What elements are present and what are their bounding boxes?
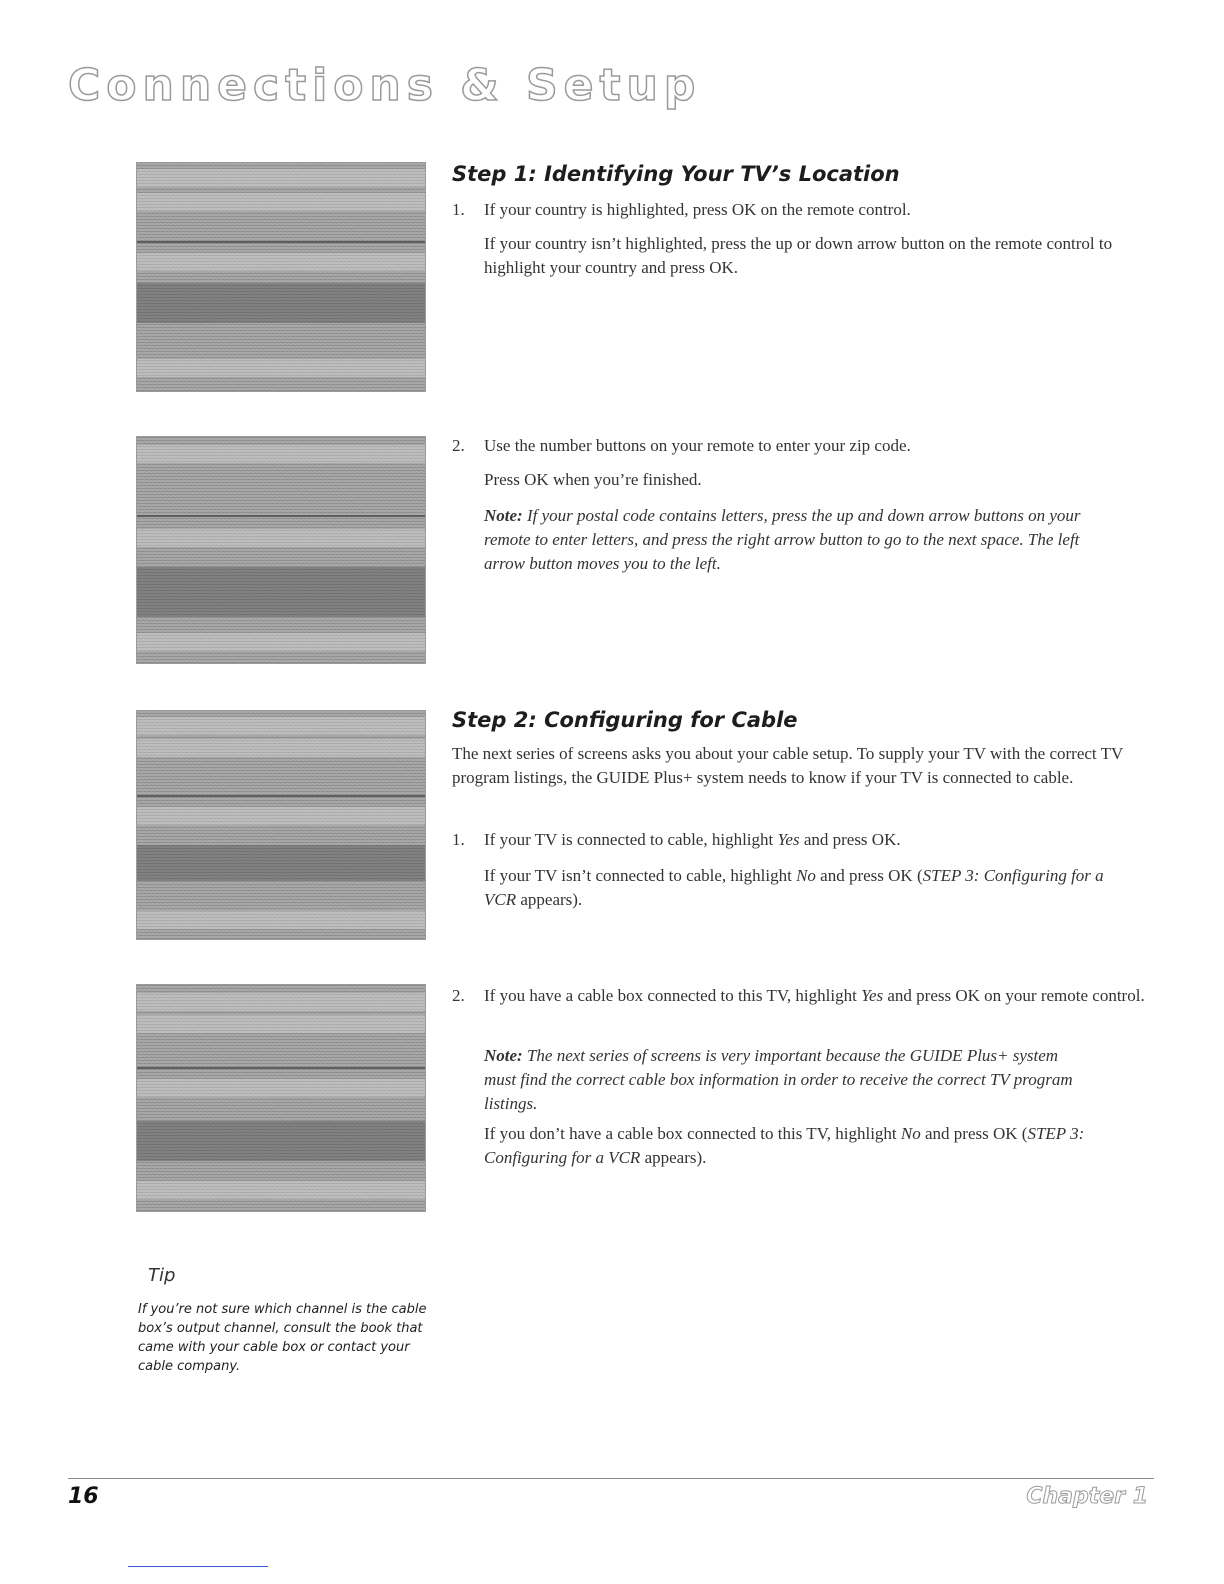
option-no: No bbox=[900, 1124, 921, 1143]
text: and press OK ( bbox=[920, 1124, 1028, 1143]
tv-screen-location bbox=[136, 162, 426, 392]
text: and press OK ( bbox=[815, 866, 923, 885]
tip-body: If you’re not sure which channel is the cable box’s output channel, consult the book that came with your cable box or contact your cable company. bbox=[138, 1302, 427, 1374]
step2-heading: Step 2: Configuring for Cable bbox=[452, 708, 798, 732]
text: and press OK. bbox=[799, 830, 901, 849]
tip-title: Tip bbox=[148, 1265, 176, 1286]
step1-item1-number: 1. bbox=[452, 200, 465, 219]
step-reference: STEP 3: Configuring for a VCR bbox=[484, 1124, 1085, 1167]
link-underline bbox=[128, 1566, 268, 1567]
step2-item2-subtext bbox=[484, 1122, 1104, 1170]
chapter-label: Chapter 1 bbox=[1026, 1484, 1148, 1509]
option-yes: Yes bbox=[861, 986, 884, 1005]
step1-item1-text: If your country is highlighted, press OK on the remote control. bbox=[484, 200, 911, 219]
text: and press OK on your remote control. bbox=[883, 986, 1145, 1005]
step2-item2-text bbox=[484, 984, 1154, 1008]
step2-item1-text bbox=[484, 828, 1154, 852]
step1-heading: Step 1: Identifying Your TV’s Location bbox=[452, 162, 900, 186]
text: If your TV isn’t connected to cable, highlight bbox=[484, 866, 797, 885]
step2-item1-number: 1. bbox=[452, 830, 465, 849]
step2-item2-number: 2. bbox=[452, 986, 465, 1005]
note-label: Note: bbox=[484, 506, 523, 525]
step2-note bbox=[484, 1044, 1084, 1116]
step1-item2-number: 2. bbox=[452, 436, 465, 455]
step2-intro: The next series of screens asks you about your cable setup. To supply your TV with the correct TV program listings, the GUIDE Plus+ system needs to know if your TV is connected to cable. bbox=[452, 744, 1123, 787]
step1-item2-text: Use the number buttons on your remote to enter your zip code. bbox=[484, 436, 911, 455]
footer-divider bbox=[68, 1478, 1154, 1479]
tv-screen-cable bbox=[136, 710, 426, 940]
step2-item1-subtext bbox=[484, 864, 1124, 912]
option-yes: Yes bbox=[777, 830, 800, 849]
step1-item1-subtext: If your country isn’t highlighted, press the up or down arrow button on the remote control to highlight your country and press OK. bbox=[484, 234, 1113, 277]
step1-item2-subtext: Press OK when you’re finished. bbox=[484, 470, 702, 489]
tv-screen-zip-code bbox=[136, 436, 426, 664]
text: If you don’t have a cable box connected to this TV, highlight bbox=[484, 1124, 901, 1143]
note-label: Note: bbox=[484, 1046, 523, 1065]
text: If your TV is connected to cable, highlight bbox=[484, 830, 778, 849]
page-section-title: Connections & Setup bbox=[68, 60, 702, 111]
text: appears). bbox=[516, 890, 583, 909]
note-text: If your postal code contains letters, press the up and down arrow buttons on your remote to enter letters, and press the right arrow button to go to the next space. The left arrow button moves you to the left. bbox=[484, 506, 1081, 573]
page-number: 16 bbox=[68, 1484, 99, 1509]
step-reference: STEP 3: Configuring for a VCR bbox=[484, 866, 1104, 909]
text: appears). bbox=[640, 1148, 707, 1167]
note-text: The next series of screens is very important because the GUIDE Plus+ system must find the correct cable box information in order to receive the correct TV program listings. bbox=[484, 1046, 1073, 1113]
tv-screen-cable-box bbox=[136, 984, 426, 1212]
step1-note bbox=[484, 504, 1108, 576]
option-no: No bbox=[796, 866, 816, 885]
text: If you have a cable box connected to this TV, highlight bbox=[484, 986, 862, 1005]
